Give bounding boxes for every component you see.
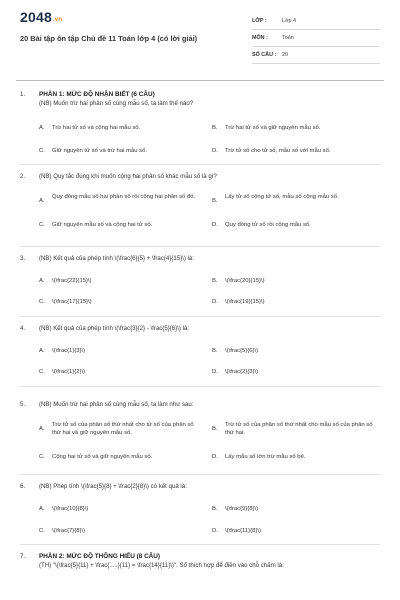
option-d[interactable] [212, 147, 377, 155]
option-letter: A. [39, 426, 45, 432]
option-text: \(\frac{9}{8}\) [225, 506, 259, 512]
option-b[interactable] [212, 505, 377, 513]
option-text: Giữ nguyên tử số và trừ hai mẫu số. [52, 148, 147, 154]
option-text: Trừ tử số cho tử số, mẫu số với mẫu số. [225, 148, 331, 154]
option-text: \(\frac{1}{3}\) [52, 348, 86, 354]
option-text: \(\frac{22}{15}\) [52, 278, 92, 284]
question-item [20, 400, 380, 467]
section-title: PHẦN 1: MỨC ĐỘ NHẬN BIẾT (6 CÂU) [39, 91, 155, 98]
question-divider [20, 164, 380, 165]
question-number: 5. [20, 401, 26, 408]
option-a[interactable] [39, 193, 204, 205]
meta-row-class [252, 13, 380, 30]
meta-value: 20 [282, 52, 288, 58]
option-letter: C. [39, 369, 45, 375]
option-b[interactable] [212, 347, 377, 355]
option-letter: A. [39, 278, 45, 284]
option-letter: B. [212, 125, 218, 131]
meta-row-subject [252, 30, 380, 47]
option-text: \(\frac{20}{15}\) [225, 278, 265, 284]
option-b[interactable] [212, 124, 377, 132]
question-text: (TH) "\(\frac{5}{11} + \frac{.....}{11} = \frac{14}{11}\)". Số thích hợp để điền vào chỗ chấm là: [39, 562, 284, 569]
option-text: \(\frac{5}{6}\) [225, 348, 259, 354]
option-c[interactable] [39, 453, 204, 461]
question-text: (NB) Muốn trừ hai phân số cùng mẫu số, ta làm thế nào? [39, 100, 194, 107]
meta-label: MÔN : [252, 35, 268, 41]
question-number: 2. [20, 173, 26, 180]
question-number: 1. [20, 91, 26, 98]
option-text: Trừ hai tử số và giữ nguyên mẫu số. [225, 125, 321, 131]
option-letter: A. [39, 348, 45, 354]
header-divider [16, 80, 384, 81]
option-text: Trừ hai tử số và cộng hai mẫu số. [52, 125, 141, 131]
question-divider [20, 386, 380, 387]
option-d[interactable] [212, 453, 377, 461]
option-text: \(\frac{7}{8}\) [52, 528, 86, 534]
site-logo[interactable] [20, 9, 62, 25]
option-letter: B. [212, 426, 218, 432]
meta-value: Toán [282, 35, 294, 41]
question-number: 4. [20, 325, 26, 332]
option-letter: C. [39, 528, 45, 534]
question-text: (NB) Muốn trừ hai phân số cùng mẫu số, ta làm như sau: [39, 401, 194, 408]
option-b[interactable] [212, 193, 377, 205]
question-item [20, 324, 380, 383]
question-item [20, 552, 380, 570]
option-letter: B. [212, 348, 218, 354]
option-c[interactable] [39, 298, 204, 306]
question-number: 7. [20, 553, 26, 560]
option-a[interactable] [39, 124, 204, 132]
option-text: Trừ tử số của phân số thứ nhất cho tử số của phân số thứ hai và giữ nguyên mẫu số. [52, 422, 194, 436]
option-letter: D. [212, 222, 218, 228]
option-letter: D. [212, 528, 218, 534]
question-item [20, 172, 380, 237]
option-a[interactable] [39, 505, 204, 513]
question-text: (NB) Phép tính \(\frac{5}{8} + \frac{2}{8}\) có kết quả là: [39, 483, 187, 490]
option-text: Trừ tử số của phân số thứ nhất cho mẫu số của phân số thứ hai. [225, 422, 373, 436]
option-letter: A. [39, 506, 45, 512]
question-text: (NB) Kết quả của phép tính \(\frac{6}{5} + \frac{4}{15}\) là: [39, 255, 194, 262]
option-text: Quy đồng tử số rồi cộng mẫu số. [225, 222, 311, 228]
option-letter: C. [39, 454, 45, 460]
option-letter: B. [212, 506, 218, 512]
question-item [20, 254, 380, 313]
option-text: Lấy tử số cộng tử số, mẫu số cộng mẫu số. [225, 194, 339, 200]
option-text: \(\frac{11}{8}\) [225, 528, 261, 534]
question-item [20, 482, 380, 541]
option-letter: B. [212, 198, 218, 204]
option-c[interactable] [39, 147, 204, 155]
option-letter: D. [212, 454, 218, 460]
meta-label: SỐ CÂU : [252, 52, 277, 58]
logo-suffix: .vn [52, 17, 63, 23]
option-d[interactable] [212, 298, 377, 306]
question-number: 3. [20, 255, 26, 262]
option-letter: A. [39, 198, 45, 204]
question-number: 6. [20, 483, 26, 490]
option-b[interactable] [212, 421, 377, 437]
meta-label: LỚP : [252, 18, 267, 24]
question-item [20, 90, 380, 152]
document-header [0, 0, 400, 72]
question-divider [20, 246, 380, 247]
meta-value: Lớp 4 [282, 18, 297, 24]
option-a[interactable] [39, 277, 204, 285]
option-text: Giữ nguyên mẫu số và cộng hai tử số. [52, 222, 153, 228]
option-text: \(\frac{19}{15}\) [225, 299, 265, 305]
option-a[interactable] [39, 347, 204, 355]
meta-table [252, 13, 380, 64]
option-letter: B. [212, 278, 218, 284]
option-d[interactable] [212, 368, 377, 376]
option-text: Cộng hai tử số và giữ nguyên mẫu số. [52, 454, 153, 460]
question-text: (NB) Kết quả của phép tính \(\frac{3}{2} - \frac{5}{6}\) là: [39, 325, 190, 332]
option-text: \(\frac{2}{3}\) [225, 369, 259, 375]
option-text: Quy đồng mẫu số hai phân số rồi cộng hai phân số đó. [52, 194, 196, 200]
option-letter: D. [212, 148, 218, 154]
option-c[interactable] [39, 221, 204, 229]
option-letter: C. [39, 299, 45, 305]
question-divider [20, 544, 380, 545]
logo-text: 2048 [20, 9, 52, 25]
option-letter: A. [39, 125, 45, 131]
meta-row-count [252, 47, 380, 64]
question-text: (NB) Quy tắc đúng khi muốn cộng hai phân số khác mẫu số là gì? [39, 173, 217, 180]
option-b[interactable] [212, 277, 377, 285]
option-text: Lấy mẫu số lớn trừ mẫu số bé. [225, 454, 306, 460]
option-letter: D. [212, 299, 218, 305]
option-d[interactable] [212, 527, 377, 535]
option-text: \(\frac{17}{15}\) [52, 299, 92, 305]
option-d[interactable] [212, 221, 377, 229]
option-letter: C. [39, 222, 45, 228]
option-text: \(\frac{10}{8}\) [52, 506, 89, 512]
option-c[interactable] [39, 527, 204, 535]
option-a[interactable] [39, 421, 204, 437]
option-text: \(\frac{1}{2}\) [52, 369, 86, 375]
document-title: 20 Bài tập ôn tập Chủ đề 11 Toán lớp 4 (có lời giải) [20, 34, 198, 43]
option-c[interactable] [39, 368, 204, 376]
section-title: PHẦN 2: MỨC ĐỘ THÔNG HIỂU (8 CÂU) [39, 553, 161, 560]
question-divider [20, 474, 380, 475]
option-letter: D. [212, 369, 218, 375]
question-divider [20, 316, 380, 317]
option-letter: C. [39, 148, 45, 154]
